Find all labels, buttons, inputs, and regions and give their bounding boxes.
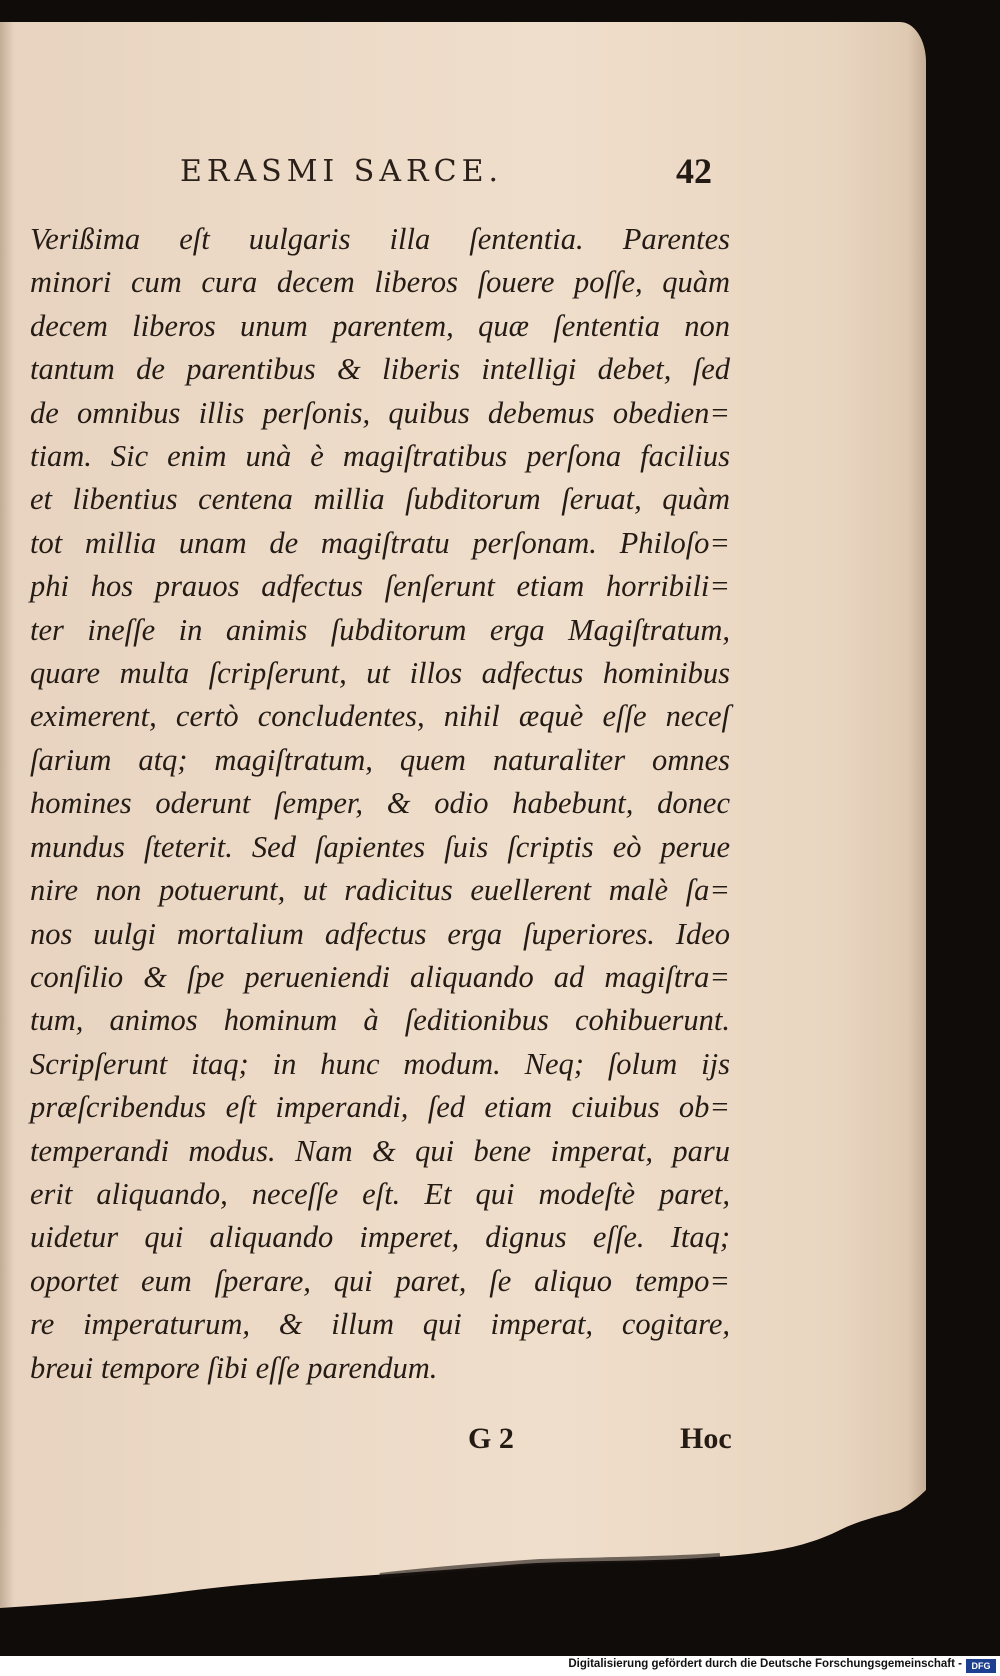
text-line: ſarium atq; magiſtratum, quem naturaliter omnes	[30, 742, 730, 777]
text-line: temperandi modus. Nam & qui bene imperat, paru	[30, 1133, 730, 1168]
page-edge-shadow	[908, 22, 926, 1640]
gutter-shadow	[0, 22, 14, 1640]
text-line: tantum de parentibus & liberis intelligi debet, ſed	[30, 352, 730, 387]
text-line: breui tempore ſibi eſſe parendum.	[30, 1350, 438, 1385]
text-line: tiam. Sic enim unà è magiſtratibus perſona facilius	[30, 439, 730, 474]
text-line: mundus ſteterit. Sed ſapientes ſuis ſcriptis eò perue	[30, 829, 730, 864]
footer-bar	[0, 1656, 1000, 1676]
signature-mark: G 2	[468, 1422, 514, 1455]
book-page	[0, 22, 926, 1640]
text-line: tum, animos hominum à ſeditionibus cohibuerunt.	[30, 1003, 730, 1038]
text-line: erit aliquando, neceſſe eſt. Et qui modeſtè paret,	[30, 1176, 730, 1211]
text-line: homines oderunt ſemper, & odio habebunt, donec	[30, 786, 730, 821]
text-line: præſcribendus eſt imperandi, ſed etiam ciuibus ob=	[30, 1090, 730, 1125]
text-line: nos uulgi mortalium adfectus erga ſuperiores. Ideo	[30, 916, 730, 951]
text-line: Scripſerunt itaq; in hunc modum. Neq; ſolum ijs	[30, 1046, 730, 1081]
text-line: uidetur qui aliquando imperet, dignus eſſe. Itaq;	[30, 1220, 730, 1255]
text-line: quare multa ſcripſerunt, ut illos adfectus hominibus	[30, 656, 730, 691]
text-line: Verißima eſt uulgaris illa ſententia. Parentes	[30, 222, 730, 256]
text-line: eximerent, certò concludentes, nihil æquè eſſe neceſ	[30, 699, 730, 734]
digitization-credit: Digitalisierung gefördert durch die Deutsche Forschungsgemeinschaft -	[568, 1658, 962, 1670]
running-head: ERASMI SARCE.	[180, 154, 504, 189]
text-line: decem liberos unum parentem, quæ ſententia non	[30, 308, 730, 343]
text-line: oportet eum ſperare, qui paret, ſe aliquo tempo=	[30, 1263, 730, 1298]
text-line: phi hos prauos adfectus ſenſerunt etiam horribili=	[30, 569, 730, 604]
torn-page-bottom	[0, 1480, 926, 1640]
text-line: et libentius centena millia ſubditorum ſeruat, quàm	[30, 482, 730, 517]
text-line: tot millia unam de magiſtratu perſonam. Philoſo=	[30, 525, 730, 560]
catchword: Hoc	[680, 1422, 732, 1455]
text-line: de omnibus illis perſonis, quibus debemus obedien=	[30, 395, 730, 430]
text-line: minori cum cura decem liberos ſouere poſſe, quàm	[30, 265, 730, 300]
page-number: 42	[676, 151, 712, 191]
text-line: conſilio & ſpe perueniendi aliquando ad magiſtra=	[30, 959, 730, 994]
text-line: nire non potuerunt, ut radicitus euellerent malè ſa=	[30, 873, 730, 908]
dfg-logo: DFG	[966, 1659, 996, 1673]
body-text	[30, 218, 730, 1390]
text-line: ter ineſſe in animis ſubditorum erga Magiſtratum,	[30, 612, 730, 647]
text-line: re imperaturum, & illum qui imperat, cogitare,	[30, 1307, 730, 1342]
